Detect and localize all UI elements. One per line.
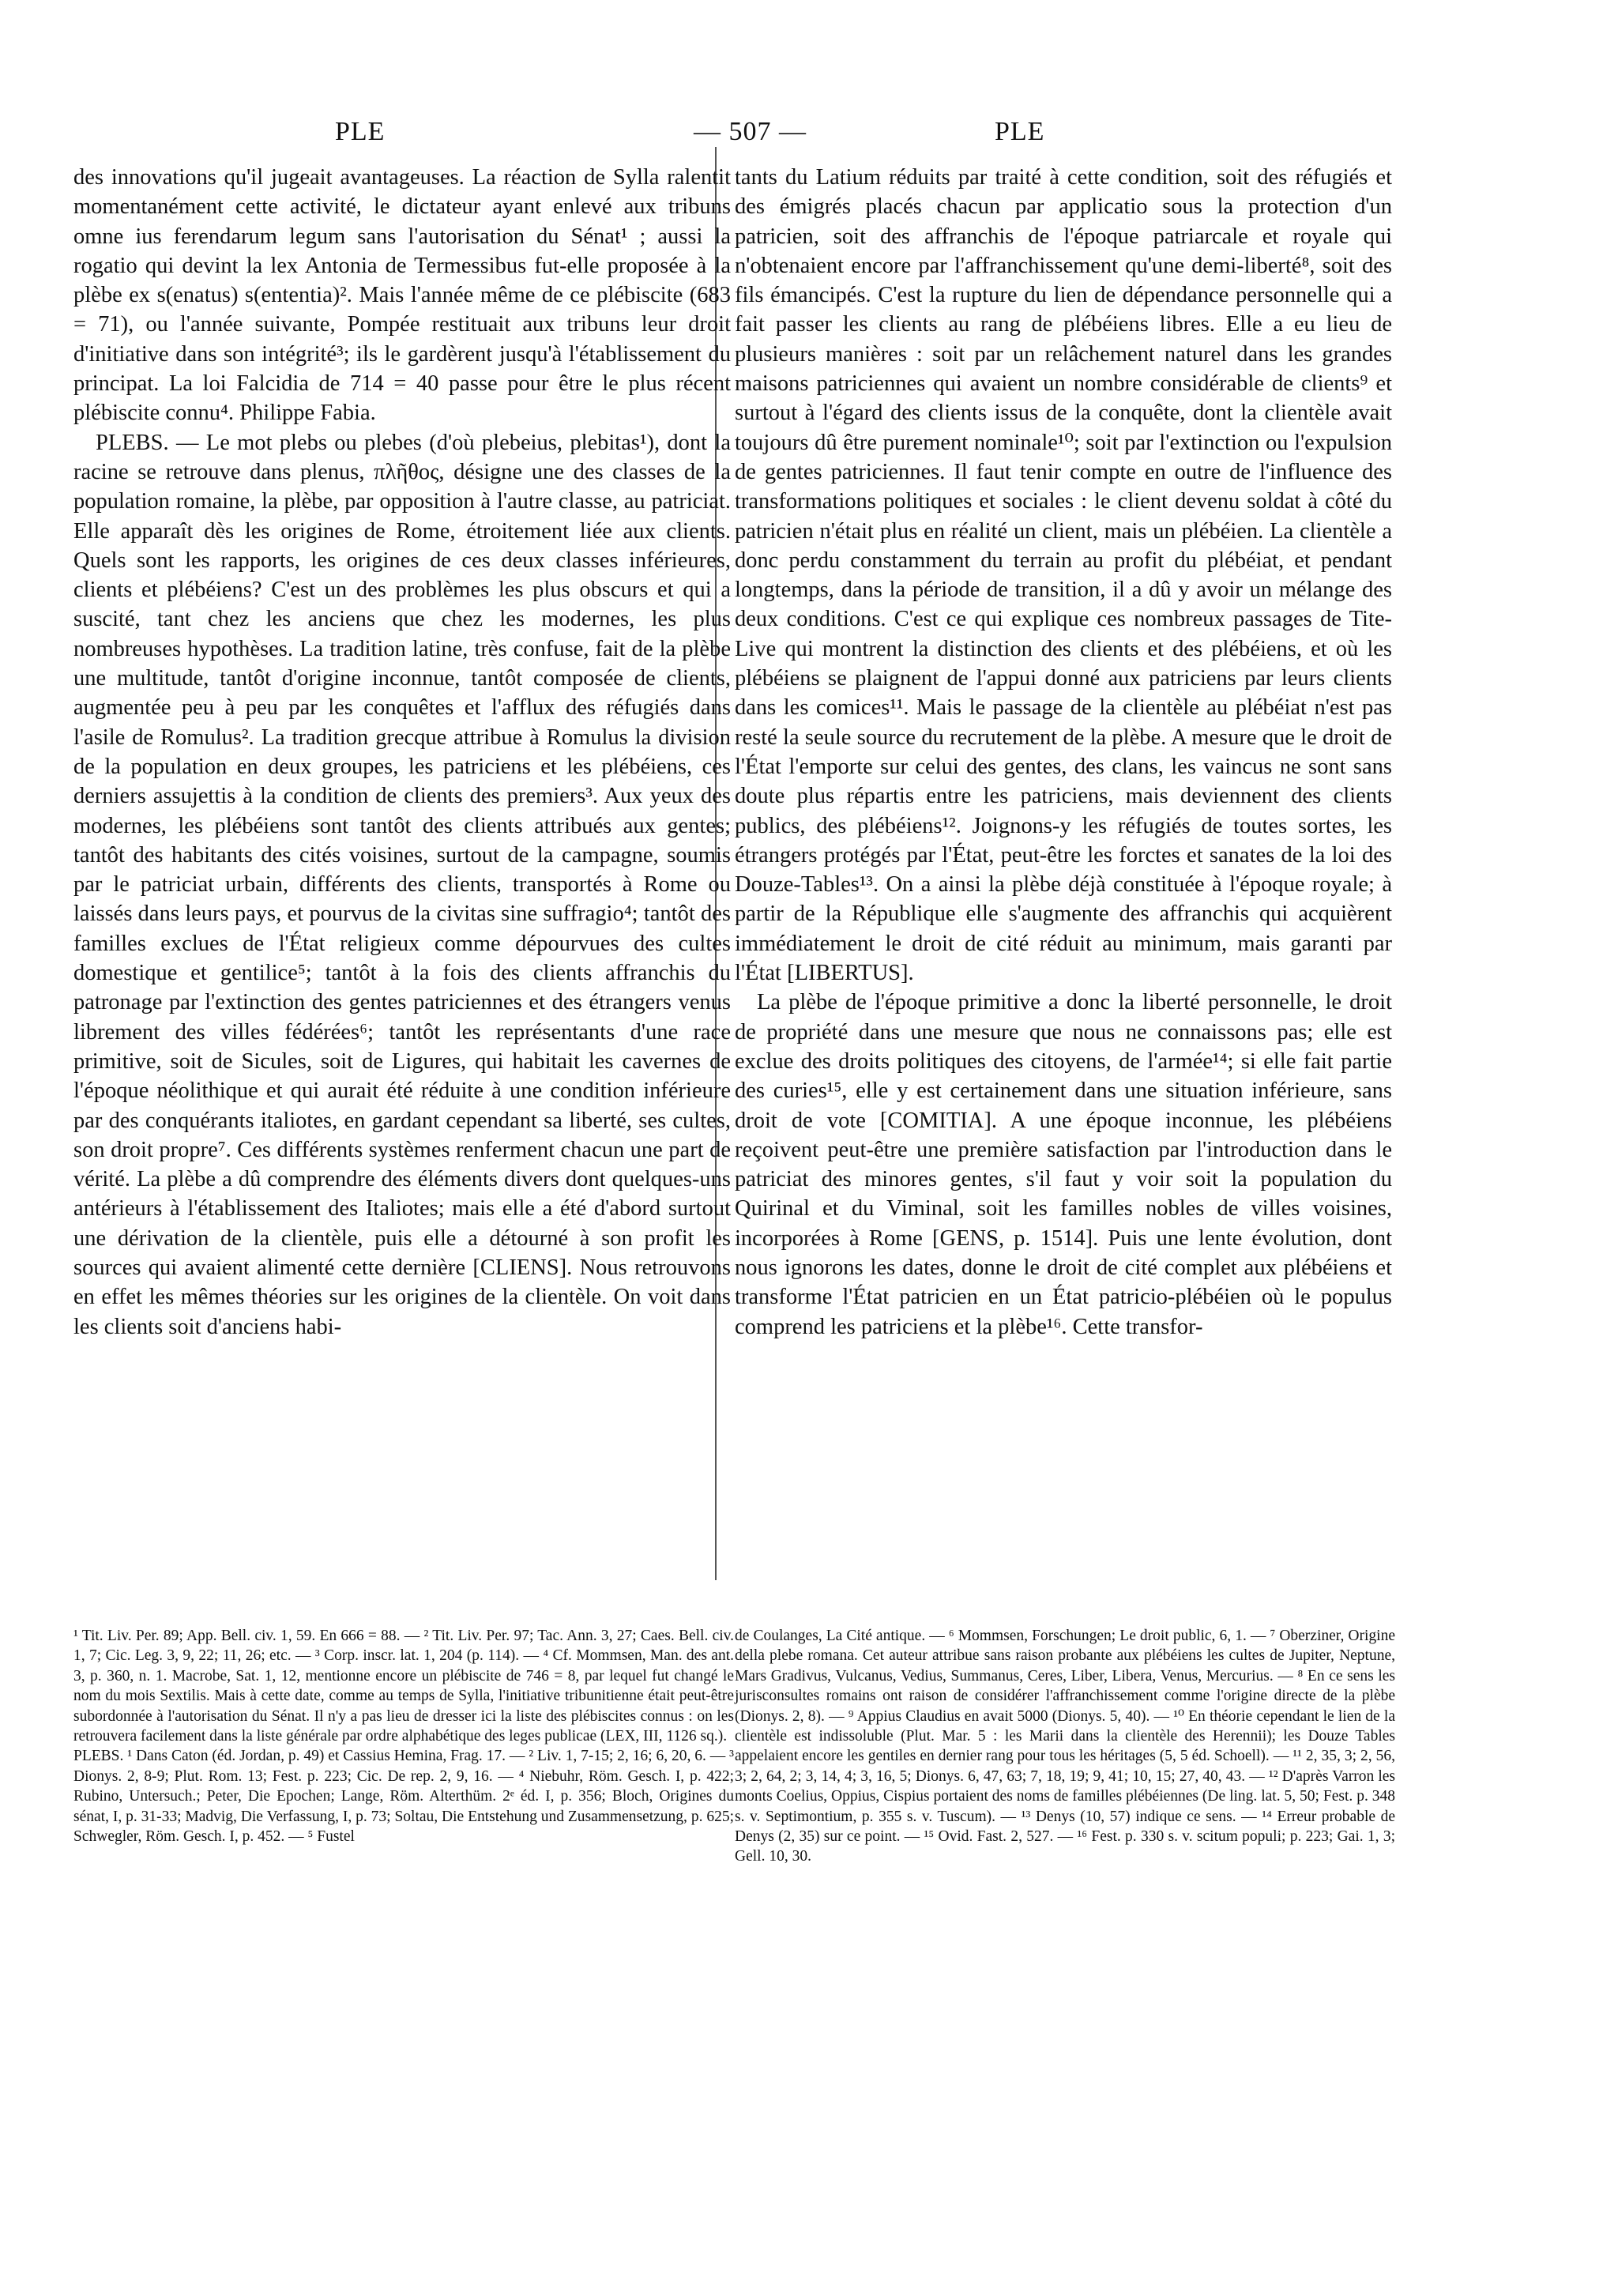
footnote: de Coulanges, La Cité antique. — ⁶ Mommsen, Forschungen; Le droit public, 6, 1. — ⁷ Oberziner, Origine della plebe romana. Cet auteur attribue sans raison probante aux plébéiens les cultes de Jupiter, Neptune, Mars Gradivus, Vulcanus, Vedius, Summanus, Ceres, Liber, Libera, Venus, Mercurius. — ⁸ En ce sens les jurisconsultes romains ont raison de considérer l'affranchissement comme l'origine directe de la plèbe (Dionys. 2, 8). — ⁹ Appius Claudius en avait 5000 (Dionys. 5, 40). — ¹⁰ En théorie cependant le lien de la clientèle est indissoluble (Plut. Mar. 5 : les Marii dans la clientèle des Herennii); les Douze Tables appelaient encore les gentiles en dernier rang pour tous les héritages (5, 5 éd. Schoell). — ¹¹ 2, 35, 3; 2, 56, 3; 2, 64, 2; 3, 14, 4; 3, 16, 5; Dionys. 6, 47, 63; 7, 18, 19; 9, 41; 10, 15; 27, 40, 43. — ¹² D'après Varron les monts Coelius, Oppius, Cispius portaient des noms de familles plébéiennes (De ling. lat. 5, 50; Fest. p. 348 s. v. Septimontium, p. 355 s. v. Tuscum). — ¹³ Denys (10, 57) indique ce sens. — ¹⁴ Erreur probable de Denys (2, 35) sur ce point. — ¹⁵ Ovid. Fast. 2, 527. — ¹⁶ Fest. p. 330 s. v. scitum populi; p. 223; Gai. 1, 3; Gell. 10, 30. <box>735 1628 1395 1865</box>
footnote: PLEBS. ¹ Dans Caton (éd. Jordan, p. 49) et Cassius Hemina, Frag. 17. — ² Liv. 1, 7-15; 2, 16; 6, 20, 6. — ³ Dionys. 2, 8-9; Plut. Rom. 13; Fest. p. 223; Cic. De rep. 2, 9, 16. — ⁴ Niebuhr, Röm. Gesch. I, p. 422; Rubino, Untersuch.; Peter, Die Epochen; Lange, Röm. Alterthüm. 2ᵉ éd. I, p. 356; Bloch, Origines du sénat, I, p. 31-33; Madvig, Die Verfassung, I, p. 73; Soltau, Die Entstehung und Zusammensetzung, p. 625; Schwegler, Röm. Gesch. I, p. 452. — ⁵ Fustel <box>73 1748 734 1846</box>
left-column <box>73 163 731 1342</box>
page-number: — 507 — <box>694 117 807 146</box>
right-column <box>735 163 1392 1342</box>
footnote: ¹ Tit. Liv. Per. 89; App. Bell. civ. 1, 59. En 666 = 88. — ² Tit. Liv. Per. 97; Tac. Ann. 3, 27; Caes. Bell. civ. 1, 7; Cic. Leg. 3, 9, 22; 11, 26; etc. — ³ Corp. inscr. lat. 1, 204 (p. 114). — ⁴ Cf. Mommsen, Man. des ant. 3, p. 360, n. 1. Macrobe, Sat. 1, 12, mentionne encore un plébiscite de 746 = 8, par lequel fut changé le nom du mois Sextilis. Mais à cette date, comme au temps de Sylla, l'initiative tribunitienne était peut-être subordonnée à l'autorisation du Sénat. Il n'y a pas lieu de dresser ici la liste des plébiscites connus : on les retrouvera facilement dans la liste générale par ordre alphabétique des leges publicae (LEX, III, 1126 sq.). <box>73 1628 734 1745</box>
running-head-right: PLE <box>995 117 1045 146</box>
footnotes-left <box>73 1626 734 1846</box>
footnotes-right <box>735 1626 1395 1867</box>
paragraph: La plèbe de l'époque primitive a donc la liberté personnelle, le droit de propriété dans une mesure que nous ne connaissons pas; elle est exclue des droits politiques des citoyens, de l'armée¹⁴; si elle fait partie des curies¹⁵, elle y est certainement dans une situation inférieure, sans droit de vote [COMITIA]. A une époque inconnue, les plébéiens reçoivent peut-être une première satisfaction par l'introduction dans le patriciat des minores gentes, s'il faut y voir soit la population du Quirinal et du Viminal, soit les familles nobles de villes voisines, incorporées à Rome [GENS, p. 1514]. Puis une lente évolution, dont nous ignorons les dates, donne le droit de cité complet aux plébéiens et transforme l'État patricien en un État patricio-plébéien où le populus comprend les patriciens et la plèbe¹⁶. Cette transfor- <box>735 990 1392 1339</box>
paragraph: tants du Latium réduits par traité à cette condition, soit des réfugiés et des émigrés placés chacun par applicatio sous la protection d'un patricien, soit des affranchis de l'époque patriarcale et royale qui n'obtenaient encore par l'affranchissement qu'une demi-liberté⁸, soit des fils émancipés. C'est la rupture du lien de dépendance personnelle qui a fait passer les clients au rang de plébéiens libres. Elle a eu lieu de plusieurs manières : soit par un relâchement naturel dans les grandes maisons patriciennes qui avaient un nombre considérable de clients⁹ et surtout à l'égard des clients issus de la conquête, dont la clientèle avait toujours dû être purement nominale¹⁰; soit par l'extinction ou l'expulsion de gentes patriciennes. Il faut tenir compte en outre de l'influence des transformations politiques et sociales : le client devenu soldat à côté du patricien n'était plus en réalité un client, mais un plébéien. La clientèle a donc perdu constamment du terrain au profit du plébéiat, et pendant longtemps, dans la période de transition, il a dû y avoir un mélange des deux conditions. C'est ce qui explique ces nombreux passages de Tite-Live qui montrent la distinction des clients et des plébéiens, et où les plébéiens se plaignent de l'appui donné aux patriciens par leurs clients dans les comices¹¹. Mais le passage de la clientèle au plébéiat n'est pas resté la seule source du recrutement de la plèbe. A mesure que le droit de l'État l'emporte sur celui des gentes, des clans, les vaincus ne sont sans doute plus répartis entre les patriciens, mais deviennent des clients publics, des plébéiens¹². Joignons-y les réfugiés de toutes sortes, les étrangers protégés par l'État, peut-être les forctes et sanates de la loi des Douze-Tables¹³. On a ainsi la plèbe déjà constituée à l'époque royale; à partir de la République elle s'augmente des affranchis qui acquièrent immédiatement le droit de cité réduit au minimum, mais garanti par l'État [LIBERTUS]. <box>735 165 1392 986</box>
running-head-left: PLE <box>335 117 386 146</box>
paragraph: des innovations qu'il jugeait avantageuses. La réaction de Sylla ralentit momentanément cette activité, le dictateur ayant enlevé aux tribuns omne ius ferendarum legum sans l'autorisation du Sénat¹ ; aussi la rogatio qui devint la lex Antonia de Termessibus fut-elle proposée à la plèbe ex s(enatus) s(ententia)². Mais l'année même de ce plébiscite (683 = 71), ou l'année suivante, Pompée restituait aux tribuns leur droit d'initiative dans son intégrité³; ils le gardèrent jusqu'à l'établissement du principat. La loi Falcidia de 714 = 40 passe pour être le plus récent plébiscite connu⁴. Philippe Fabia. <box>73 165 731 426</box>
entry-plebs: PLEBS. — Le mot plebs ou plebes (d'où plebeius, plebitas¹), dont la racine se retrouve dans plenus, πλῆθος, désigne une des classes de la population romaine, la plèbe, par opposition à l'autre classe, au patriciat. Elle apparaît dès les origines de Rome, étroitement liée aux clients. Quels sont les rapports, les origines de ces deux classes inférieures, clients et plébéiens? C'est un des problèmes les plus obscurs et qui a suscité, tant chez les anciens que chez les modernes, les plus nombreuses hypothèses. La tradition latine, très confuse, fait de la plèbe une multitude, tantôt d'origine inconnue, tantôt composée de clients, augmentée peu à peu par les conquêtes et l'afflux des réfugiés dans l'asile de Romulus². La tradition grecque attribue à Romulus la division de la population en deux groupes, les patriciens et les plébéiens, ces derniers assujettis à la condition de clients des premiers³. Aux yeux des modernes, les plébéiens sont tantôt des clients attribués aux gentes; tantôt des habitants des cités voisines, surtout de la campagne, soumis par le patriciat urbain, différents des clients, transportés à Rome ou laissés dans leurs pays, et pourvus de la civitas sine suffragio⁴; tantôt des familles exclues de l'État religieux comme dépourvues des cultes domestique et gentilice⁵; tantôt à la fois des clients affranchis du patronage par l'extinction des gentes patriciennes et des étrangers venus librement des villes fédérées⁶; tantôt les représentants d'une race primitive, soit de Sicules, soit de Ligures, qui habitait les cavernes de l'époque néolithique et qui aurait été réduite à une condition inférieure par des conquérants italiotes, en gardant cependant sa liberté, ses cultes, son droit propre⁷. Ces différents systèmes renferment chacun une part de vérité. La plèbe a dû comprendre des éléments divers dont quelques-uns antérieurs à l'établissement des Italiotes; mais elle a été d'abord surtout une dérivation de la clientèle, puis elle a détourné à son profit les sources qui avaient alimenté cette dernière [CLIENS]. Nous retrouvons en effet les mêmes théories sur les origines de la clientèle. On voit dans les clients soit d'anciens habi- <box>73 430 731 1339</box>
